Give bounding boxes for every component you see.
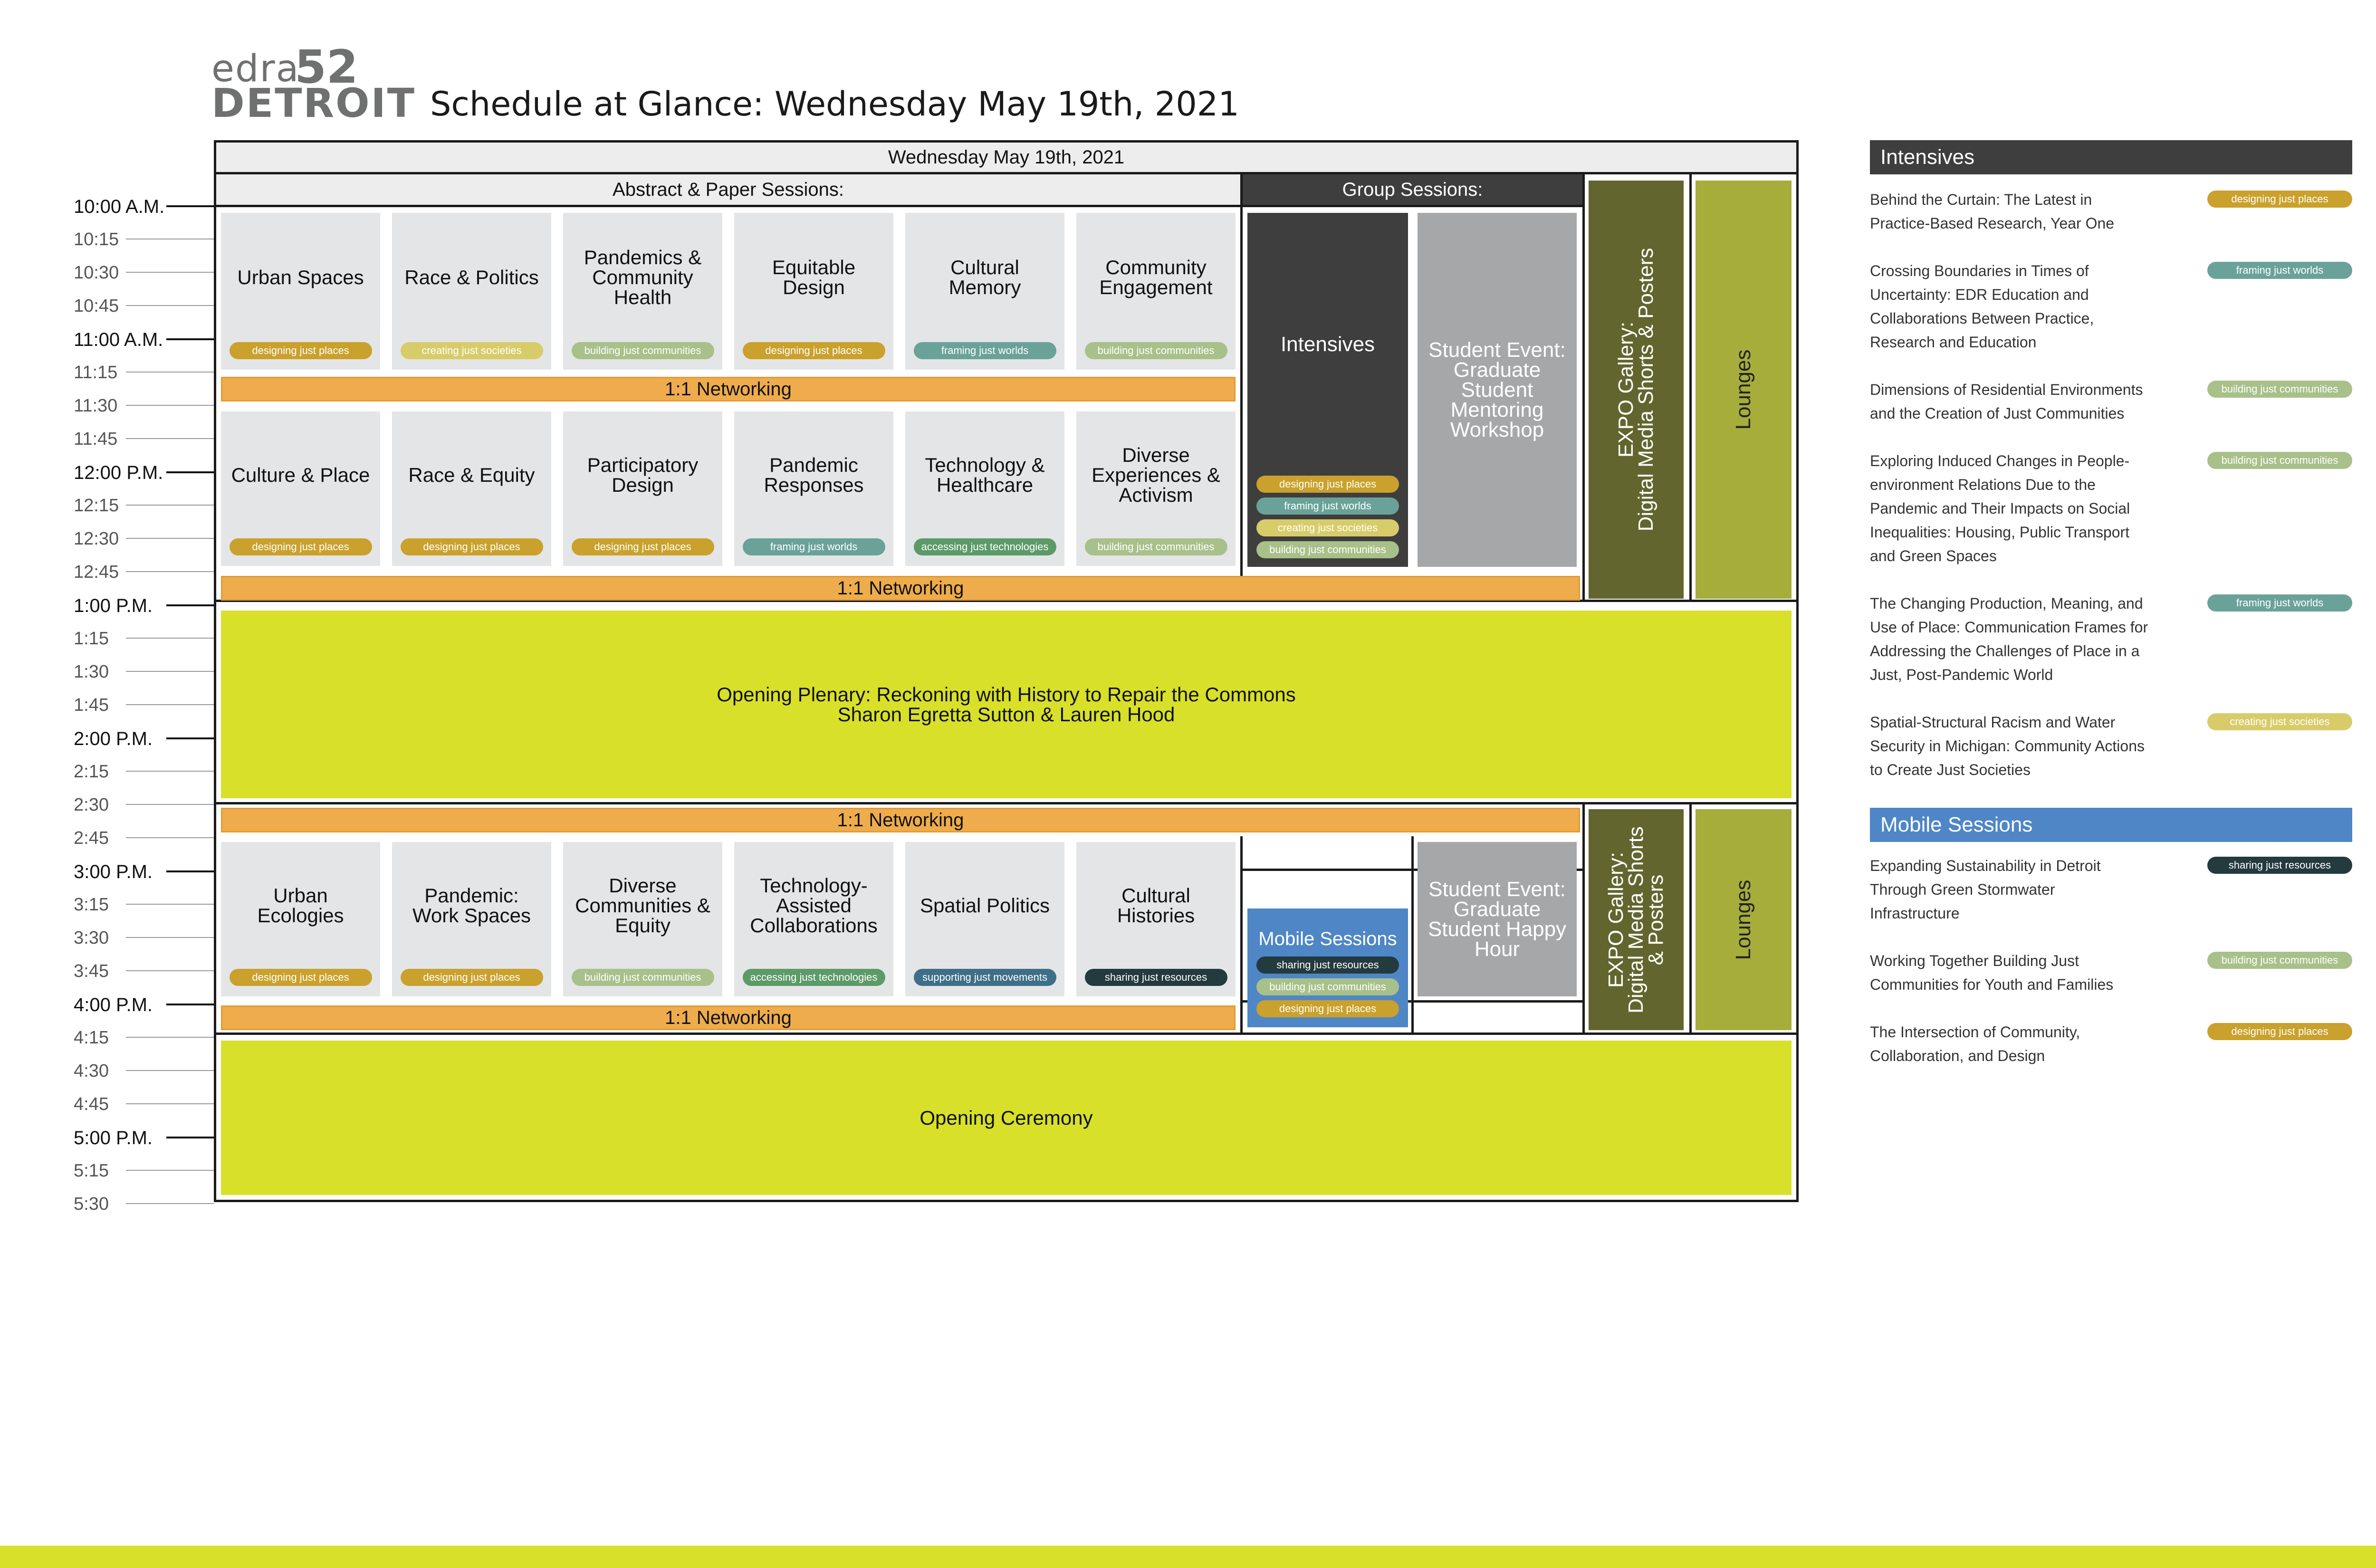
sidebar-item-title: Crossing Boundaries in Times of Uncertainty: EDR Education and Collaborations Between Practice, Research and Education: [1870, 262, 2094, 351]
time-label: 4:00 P.M.: [74, 994, 153, 1015]
time-label: 5:30: [74, 1194, 109, 1214]
theme-tag: designing just places: [401, 969, 543, 986]
session-card[interactable]: [221, 213, 380, 370]
time-label: 11:45: [74, 429, 118, 449]
time-tick: [126, 272, 214, 273]
theme-tag: designing just places: [230, 538, 372, 555]
time-tick: [126, 405, 214, 406]
time-tick: [166, 737, 214, 739]
session-title: Cultural Memory: [948, 256, 1021, 298]
time-tick: [126, 438, 214, 439]
sidebar-item-title: Exploring Induced Changes in People- environment Relations Due to the Pandemic and Their Impacts on Social Inequalities: Housing, Public Transport and Green Spaces: [1870, 452, 2130, 564]
sidebar-item[interactable]: [1870, 378, 2352, 425]
time-label: 3:30: [74, 928, 109, 948]
lounges-label: Lounges: [1732, 349, 1755, 430]
time-label: 10:15: [74, 229, 119, 249]
session-card[interactable]: [563, 213, 722, 370]
networking-bar[interactable]: 1:1 Networking: [221, 377, 1236, 402]
session-card[interactable]: [734, 842, 893, 996]
page-title: Schedule at Glance: Wednesday May 19th, 2021: [430, 85, 1239, 124]
theme-tag: creating just societies: [1256, 519, 1399, 536]
session-card[interactable]: [563, 842, 722, 996]
theme-tag: designing just places: [230, 342, 372, 359]
time-label: 3:45: [74, 961, 109, 981]
expo-gallery-block[interactable]: [1589, 181, 1684, 599]
theme-tag: building just communities: [1085, 538, 1227, 555]
networking-bar[interactable]: 1:1 Networking: [221, 808, 1580, 832]
time-tick: [126, 571, 214, 572]
theme-tag: framing just worlds: [743, 538, 885, 555]
session-title: Urban Ecologies: [257, 884, 344, 927]
session-card[interactable]: [1076, 411, 1236, 566]
sidebar-item[interactable]: [1870, 854, 2352, 925]
time-tick: [126, 771, 214, 772]
time-tick: [166, 870, 214, 872]
time-tick: [126, 1037, 214, 1038]
divider: [1240, 172, 1243, 602]
theme-tag: sharing just resources: [1085, 969, 1227, 986]
sidebar-item[interactable]: [1870, 592, 2352, 687]
theme-tag: creating just societies: [2207, 713, 2352, 730]
time-label: 2:45: [74, 828, 109, 848]
time-tick: [126, 372, 214, 373]
student-event-mentoring[interactable]: Student Event: Graduate Student Mentoring Workshop: [1418, 213, 1577, 567]
time-label: 2:30: [74, 795, 109, 815]
time-label: 2:00 P.M.: [74, 728, 153, 749]
time-label: 1:00 P.M.: [74, 595, 153, 616]
time-label: 4:45: [74, 1094, 109, 1114]
session-title: Culture & Place: [231, 463, 370, 486]
time-tick: [126, 904, 214, 905]
divider: [1240, 836, 1243, 1035]
time-tick: [126, 1203, 214, 1204]
session-card[interactable]: [734, 411, 893, 566]
theme-tag: building just communities: [2207, 452, 2352, 469]
time-label: 10:45: [74, 296, 119, 316]
expo-gallery-block[interactable]: [1589, 809, 1684, 1030]
theme-tag: building just communities: [572, 969, 714, 986]
time-tick: [166, 471, 214, 473]
theme-tag: designing just places: [1256, 1000, 1399, 1017]
time-label: 10:30: [74, 263, 119, 283]
time-label: 11:15: [74, 363, 118, 382]
mobile-sessions-title: Mobile Sessions: [1258, 928, 1397, 949]
session-title: Technology- Assisted Collaborations: [750, 874, 878, 937]
intensives-title: Intensives: [1280, 332, 1375, 356]
session-title: Diverse Experiences & Activism: [1092, 443, 1220, 506]
time-tick: [126, 704, 214, 705]
sidebar-mobile-header: Mobile Sessions: [1870, 808, 2352, 842]
time-tick: [126, 1170, 214, 1171]
time-label: 12:00 P.M.: [74, 462, 163, 483]
time-tick: [126, 1103, 214, 1104]
time-tick: [126, 970, 214, 971]
divider: [1689, 172, 1692, 602]
time-label: 1:15: [74, 629, 109, 649]
time-tick: [166, 338, 214, 340]
mobile-sessions-block[interactable]: [1247, 908, 1408, 1027]
logo-number: 52: [295, 40, 358, 94]
time-label: 4:15: [74, 1028, 109, 1048]
session-title: Race & Politics: [404, 266, 539, 288]
bottom-accent-bar: [0, 1546, 2376, 1568]
sidebar-item[interactable]: [1870, 188, 2352, 235]
session-card[interactable]: [905, 411, 1064, 566]
abstract-sessions-header: Abstract & Paper Sessions:: [214, 172, 1243, 207]
time-label: 4:30: [74, 1061, 109, 1081]
time-tick: [126, 638, 214, 639]
theme-tag: building just communities: [2207, 381, 2352, 398]
session-card[interactable]: [392, 213, 551, 370]
sidebar-item[interactable]: [1870, 449, 2352, 568]
mobile-sessions-tags: [1256, 956, 1399, 1017]
time-tick: [166, 205, 214, 207]
time-label: 3:15: [74, 895, 109, 915]
time-tick: [126, 804, 214, 805]
session-card[interactable]: [1076, 213, 1236, 370]
theme-tag: framing just worlds: [2207, 262, 2352, 279]
theme-tag: framing just worlds: [914, 342, 1056, 359]
session-title: Technology & Healthcare: [925, 453, 1045, 496]
session-card[interactable]: [563, 411, 722, 566]
sidebar-item-title: Behind the Curtain: The Latest in Practice-Based Research, Year One: [1870, 191, 2115, 232]
theme-tag: building just communities: [1256, 541, 1399, 558]
session-title: Participatory Design: [587, 453, 699, 496]
session-title: Cultural Histories: [1117, 884, 1195, 927]
sidebar-item[interactable]: [1870, 1020, 2352, 1068]
session-card[interactable]: [221, 411, 380, 566]
theme-tag: sharing just resources: [2207, 857, 2352, 874]
time-label: 12:30: [74, 529, 119, 549]
time-tick: [166, 604, 214, 606]
theme-tag: creating just societies: [401, 342, 543, 359]
time-label: 12:15: [74, 496, 119, 516]
lounges-block[interactable]: [1696, 809, 1792, 1030]
sidebar-item-title: Dimensions of Residential Environments and the Creation of Just Communities: [1870, 381, 2143, 422]
time-label: 10:00 A.M.: [74, 196, 165, 217]
session-title: Community Engagement: [1099, 256, 1213, 298]
day-header: Wednesday May 19th, 2021: [214, 140, 1799, 174]
time-tick: [126, 937, 214, 938]
theme-tag: supporting just movements: [914, 969, 1056, 986]
session-title: Spatial Politics: [920, 894, 1050, 917]
sidebar-item-title: The Intersection of Community, Collaboration, and Design: [1870, 1023, 2080, 1064]
logo-city: DETROIT: [211, 80, 416, 126]
expo-gallery-label: EXPO Gallery: Digital Media Shorts & Posters: [1614, 248, 1657, 532]
time-label: 2:15: [74, 762, 109, 782]
divider: [1411, 836, 1414, 1035]
time-label: 11:00 A.M.: [74, 329, 163, 350]
networking-bar[interactable]: 1:1 Networking: [221, 576, 1580, 601]
time-tick: [126, 538, 214, 539]
intensives-block[interactable]: [1247, 213, 1408, 567]
divider: [214, 802, 1799, 804]
session-card[interactable]: [392, 411, 551, 566]
logo-edra-text: edra: [211, 48, 300, 90]
theme-tag: building just communities: [572, 342, 714, 359]
theme-tag: building just communities: [2207, 952, 2352, 969]
divider: [1582, 172, 1585, 602]
sidebar-item-title: Working Together Building Just Communities for Youth and Families: [1870, 952, 2114, 993]
time-tick: [126, 505, 214, 506]
sidebar-item-title: Spatial-Structural Racism and Water Security in Michigan: Community Actions to Create Just Societies: [1870, 714, 2145, 778]
time-label: 12:45: [74, 562, 119, 582]
sidebar-item-title: Expanding Sustainability in Detroit Through Green Stormwater Infrastructure: [1870, 857, 2101, 922]
time-label: 1:30: [74, 662, 109, 682]
session-title: Pandemic: Work Spaces: [412, 884, 531, 927]
theme-tag: framing just worlds: [2207, 594, 2352, 612]
time-label: 5:00 P.M.: [74, 1128, 153, 1148]
theme-tag: designing just places: [2207, 1023, 2352, 1040]
theme-tag: building just communities: [1085, 342, 1227, 359]
session-title: Urban Spaces: [237, 266, 364, 288]
session-card[interactable]: [392, 842, 551, 996]
theme-tag: designing just places: [401, 538, 543, 555]
theme-tag: designing just places: [1256, 476, 1399, 493]
session-card[interactable]: [905, 213, 1064, 370]
session-card[interactable]: [905, 842, 1064, 996]
theme-tag: framing just worlds: [1256, 497, 1399, 515]
networking-bar[interactable]: 1:1 Networking: [221, 1005, 1236, 1030]
session-title: Race & Equity: [408, 463, 535, 486]
theme-tag: designing just places: [572, 538, 714, 555]
time-tick: [126, 1070, 214, 1071]
divider: [1689, 802, 1692, 1035]
sidebar-item-title: The Changing Production, Meaning, and Use of Place: Communication Frames for Addressing the Challenges of Place in a Just, Post-Pandemic World: [1870, 595, 2148, 683]
time-label: 11:30: [74, 396, 118, 416]
lounges-label: Lounges: [1732, 880, 1755, 960]
sidebar-item[interactable]: [1870, 259, 2352, 354]
intensives-tags: [1256, 476, 1399, 558]
time-tick: [166, 1137, 214, 1138]
time-tick: [166, 1004, 214, 1005]
session-card[interactable]: [1076, 842, 1236, 996]
theme-tag: sharing just resources: [1256, 956, 1399, 974]
theme-tag: accessing just technologies: [743, 969, 885, 986]
opening-ceremony[interactable]: Opening Ceremony: [221, 1041, 1792, 1195]
student-event-happy-hour[interactable]: Student Event: Graduate Student Happy Hour: [1418, 842, 1577, 996]
time-tick: [126, 305, 214, 306]
session-title: Pandemics & Community Health: [584, 246, 702, 308]
sidebar-item[interactable]: [1870, 949, 2352, 996]
theme-tag: designing just places: [230, 969, 372, 986]
divider: [214, 1033, 1799, 1035]
theme-tag: designing just places: [2207, 191, 2352, 208]
session-title: Equitable Design: [772, 256, 856, 298]
time-tick: [126, 671, 214, 672]
lounges-block[interactable]: [1696, 181, 1792, 599]
session-card[interactable]: [734, 213, 893, 370]
theme-tag: building just communities: [1256, 978, 1399, 995]
sidebar-intensives-header: Intensives: [1870, 140, 2352, 174]
session-title: Diverse Communities & Equity: [575, 874, 710, 937]
session-title: Pandemic Responses: [764, 453, 864, 496]
expo-gallery-label: EXPO Gallery: Digital Media Shorts & Posters: [1604, 826, 1667, 1013]
sidebar-item[interactable]: [1870, 710, 2352, 782]
time-label: 1:45: [74, 695, 109, 715]
theme-tag: accessing just technologies: [914, 538, 1056, 555]
opening-plenary[interactable]: Opening Plenary: Reckoning with History to Repair the Commons Sharon Egretta Sutton & Lauren Hood: [221, 611, 1792, 798]
theme-tag: designing just places: [743, 342, 885, 359]
time-label: 5:15: [74, 1161, 109, 1181]
time-tick: [126, 837, 214, 838]
group-sessions-header: Group Sessions:: [1240, 172, 1585, 207]
time-label: 3:00 P.M.: [74, 861, 153, 882]
session-card[interactable]: [221, 842, 380, 996]
